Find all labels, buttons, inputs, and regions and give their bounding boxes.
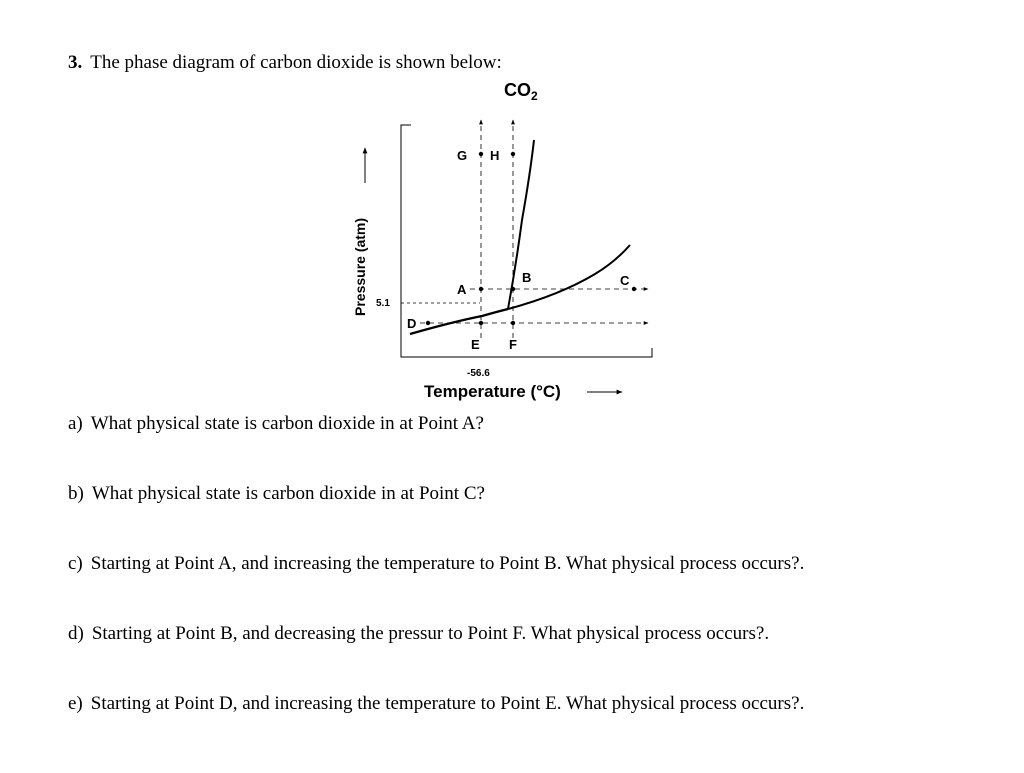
point-d-dot <box>426 321 430 325</box>
subquestion-label: a) <box>68 413 83 434</box>
temperature-tick-label: -56.6 <box>467 368 490 379</box>
subquestion-text: What physical state is carbon dioxide in at Point C? <box>91 483 485 504</box>
point-e-dot <box>479 321 483 325</box>
diagram-title: $CO_2$ <box>504 80 538 103</box>
point-g-dot <box>479 152 483 156</box>
subquestion-c <box>68 553 804 575</box>
subquestion-text: Starting at Point B, and decreasing the pressur to Point F. What physical process occurs?. <box>91 623 770 644</box>
subquestion-e <box>68 693 804 715</box>
subquestion-label: b) <box>68 483 84 504</box>
plot-frame <box>401 125 652 357</box>
point-b-label: B <box>522 270 532 285</box>
point-h-label: H <box>490 148 500 163</box>
point-d-label: D <box>407 316 417 331</box>
question-text: The phase diagram of carbon dioxide is shown below: <box>90 52 502 73</box>
sublimation-curve <box>410 309 508 334</box>
subquestion-label: d) <box>68 623 84 644</box>
point-g-label: G <box>457 148 468 163</box>
point-f-dot <box>511 321 515 325</box>
point-e-label: E <box>471 337 480 352</box>
point-c-label: C <box>620 273 630 288</box>
subquestion-d <box>68 623 769 645</box>
point-a-dot <box>479 287 483 291</box>
point-h-dot <box>511 152 515 156</box>
subquestion-text: Starting at Point D, and increasing the temperature to Point E. What physical process occurs?. <box>90 693 805 714</box>
point-a-label: A <box>457 282 467 297</box>
subquestion-label: e) <box>68 693 83 714</box>
x-axis-label: Temperature (°C) <box>424 382 561 401</box>
subquestion-a <box>68 413 484 435</box>
subquestion-text: Starting at Point A, and increasing the temperature to Point B. What physical process occurs?. <box>90 553 805 574</box>
point-b-dot <box>511 287 515 291</box>
subquestion-text: What physical state is carbon dioxide in at Point A? <box>90 413 484 434</box>
point-c-dot <box>632 287 636 291</box>
subquestion-label: c) <box>68 553 83 574</box>
pressure-tick-label: 5.1 <box>376 298 390 309</box>
y-axis-label: Pressure (atm) <box>352 217 368 316</box>
point-f-label: F <box>509 337 517 352</box>
subquestion-b <box>68 483 485 505</box>
question-number: 3. <box>68 52 83 73</box>
